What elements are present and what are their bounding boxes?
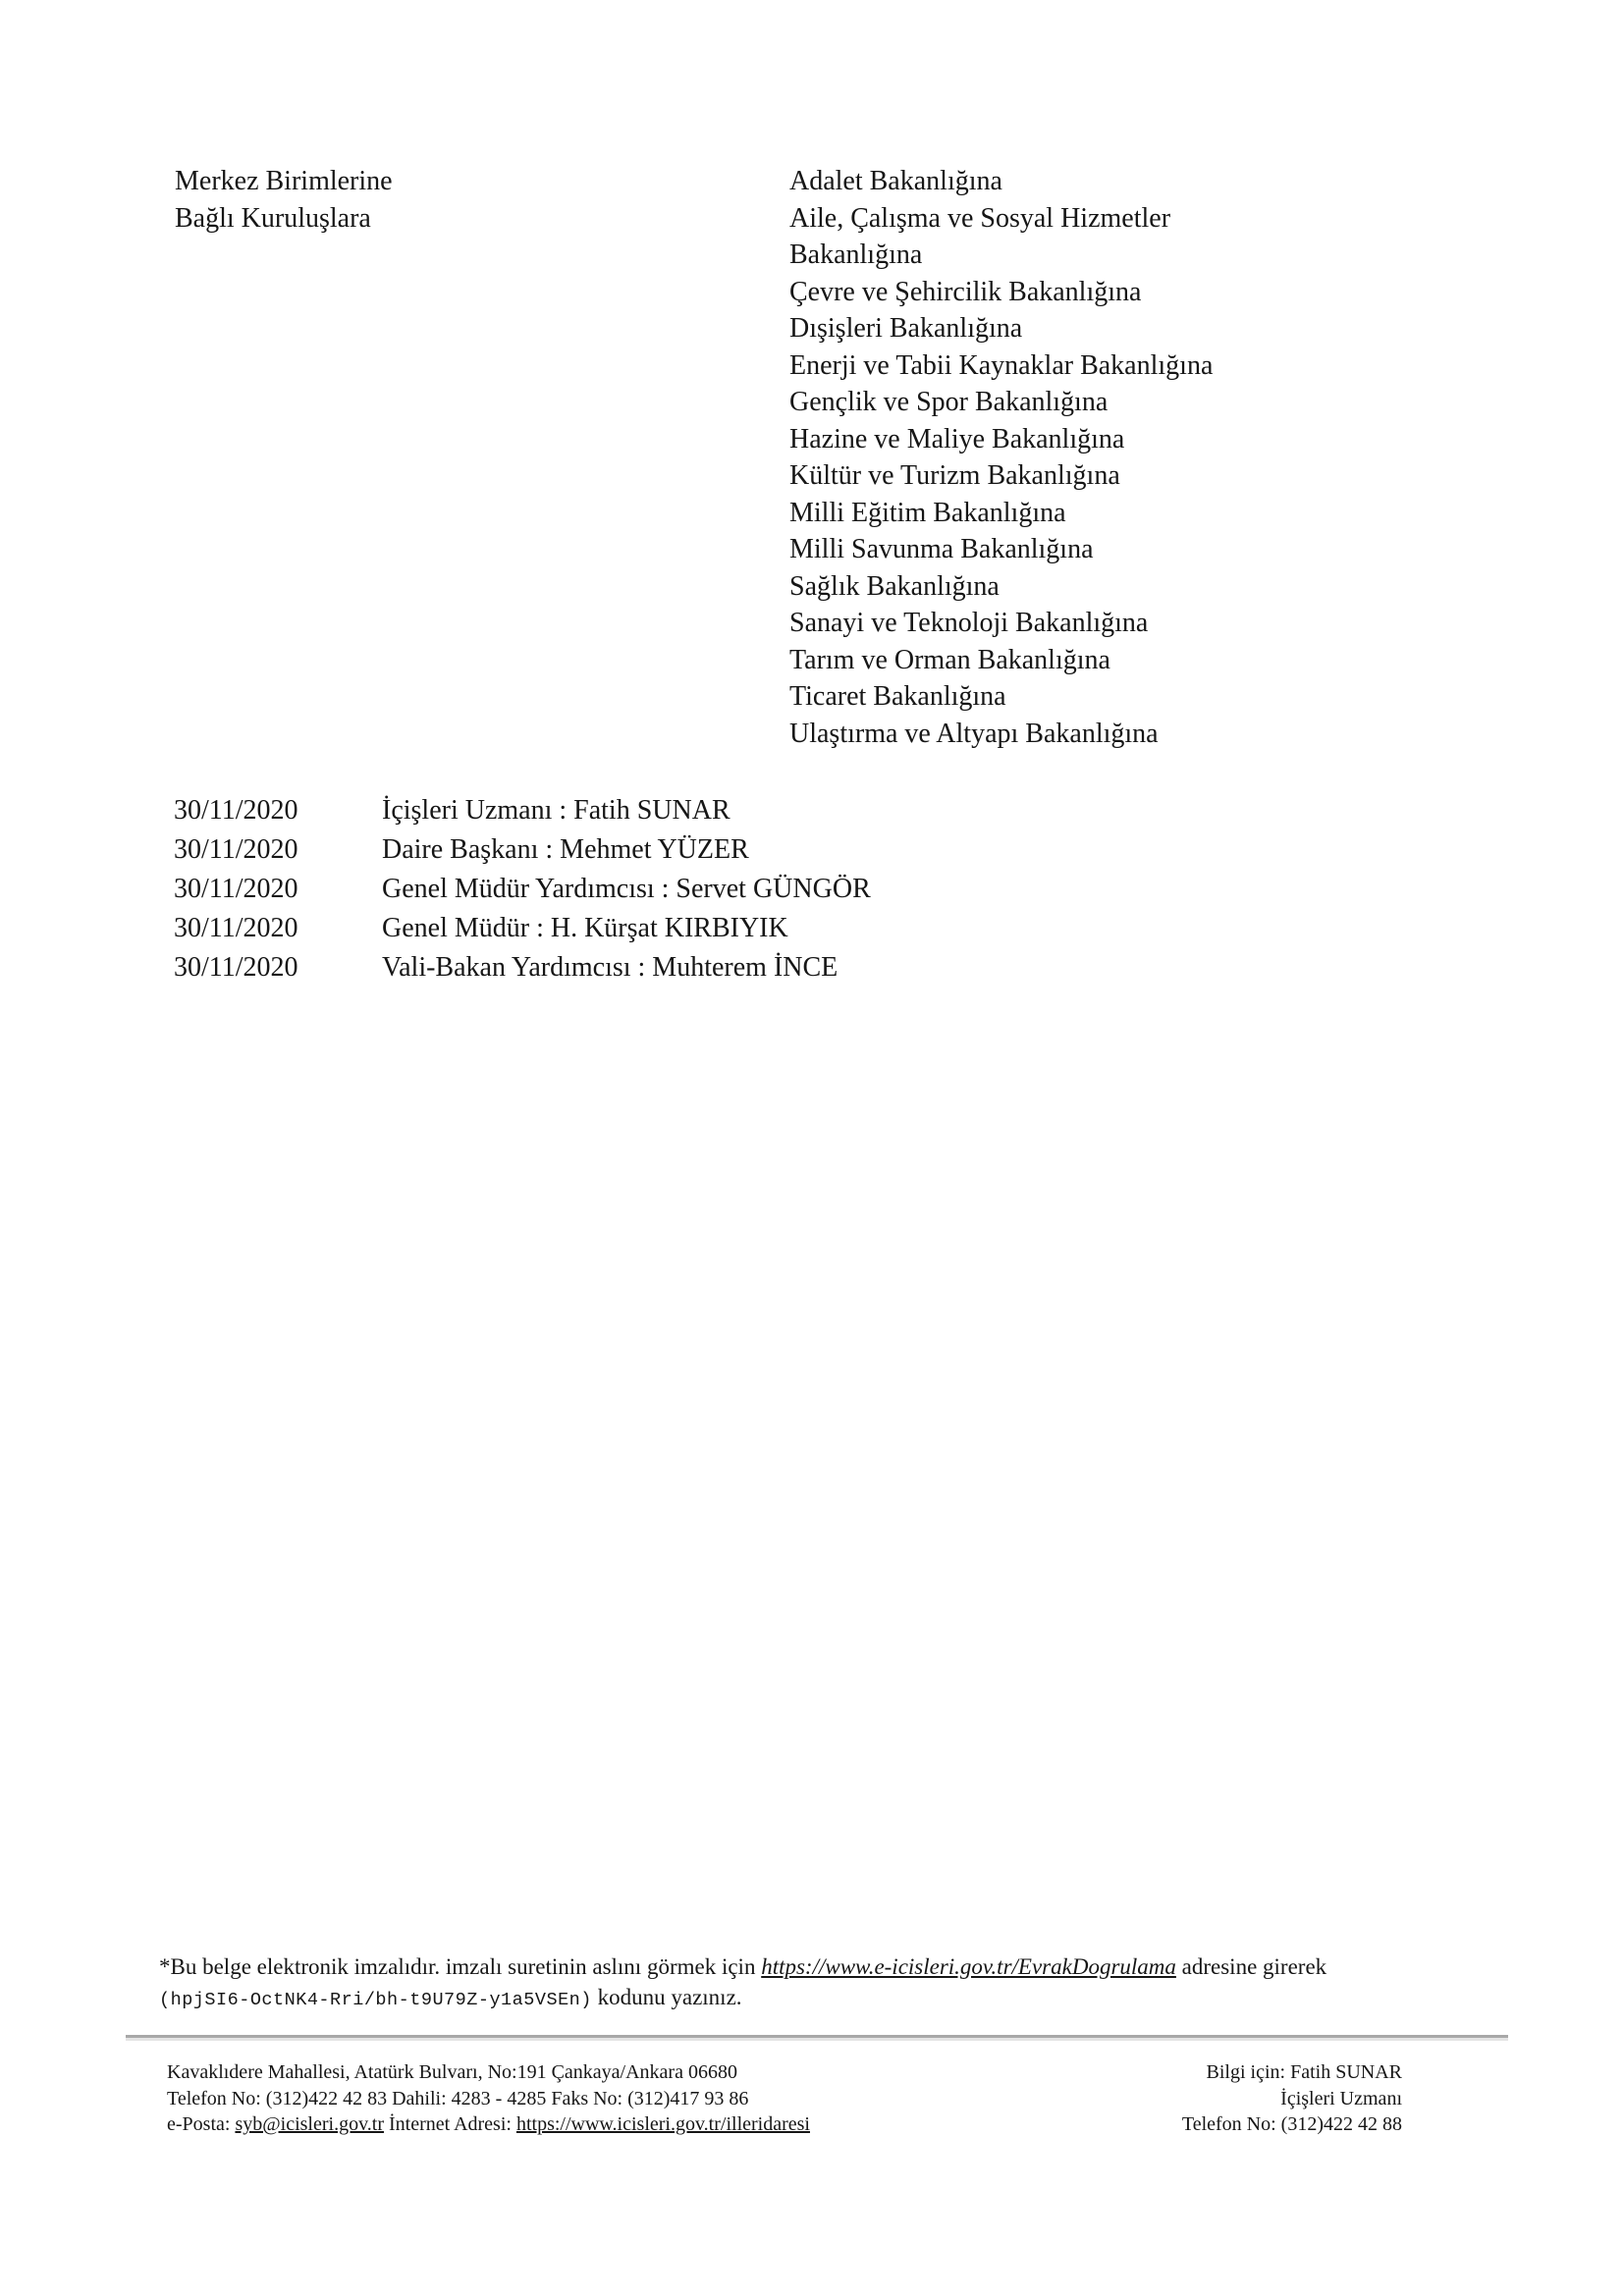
ministry-item: Kültür ve Turizm Bakanlığına <box>789 460 1120 491</box>
ministry-item: Adalet Bakanlığına <box>789 166 1002 196</box>
ministry-item: Milli Savunma Bakanlığına <box>789 534 1094 564</box>
contact-name: Bilgi için: Fatih SUNAR <box>1206 2061 1402 2083</box>
footer-address-block <box>167 2059 810 2138</box>
recipient-group-label: Merkez Birimlerine <box>175 166 393 196</box>
evrak-dogrulama-link[interactable]: https://www.e-icisleri.gov.tr/EvrakDogrulama <box>761 1954 1176 1979</box>
footer-address-line: Kavaklıdere Mahallesi, Atatürk Bulvarı, No:191 Çankaya/Ankara 06680 <box>167 2061 737 2083</box>
ministry-item: Enerji ve Tabii Kaynaklar Bakanlığına <box>789 349 1214 381</box>
signature-row <box>174 909 871 948</box>
signature-row <box>174 791 871 830</box>
signature-date: 30/11/2020 <box>174 874 298 904</box>
ministry-item: Milli Eğitim Bakanlığına <box>789 497 1066 528</box>
ministry-item: Ticaret Bakanlığına <box>789 681 1006 712</box>
ministry-item: Ulaştırma ve Altyapı Bakanlığına <box>789 718 1159 749</box>
signature-entry: Genel Müdür : H. Kürşat KIRBIYIK <box>382 913 788 943</box>
signature-entry: Genel Müdür Yardımcısı : Servet GÜNGÖR <box>382 874 871 904</box>
ministry-item: Aile, Çalışma ve Sosyal Hizmetler Bakanlığına <box>789 202 1171 270</box>
signature-row <box>174 948 871 988</box>
verification-code: (hpjSI6-OctNK4-Rri/bh-t9U79Z-y1a5VSEn) <box>159 1990 592 2010</box>
recipients-left-block <box>175 163 393 237</box>
footer-divider <box>126 2035 1508 2041</box>
footer-phone-line: Telefon No: (312)422 42 83 Dahili: 4283 - 4285 Faks No: (312)417 93 86 <box>167 2087 749 2109</box>
signature-entry: İçişleri Uzmanı : Fatih SUNAR <box>382 795 730 826</box>
signature-date: 30/11/2020 <box>174 795 298 826</box>
ministry-item: Dışişleri Bakanlığına <box>789 313 1023 344</box>
signature-entry: Vali-Bakan Yardımcısı : Muhterem İNCE <box>382 952 839 983</box>
contact-title: İçişleri Uzmanı <box>1280 2087 1402 2109</box>
email-label: e-Posta: <box>167 2113 236 2135</box>
ministry-item: Sanayi ve Teknoloji Bakanlığına <box>789 608 1149 638</box>
ministry-item: Çevre ve Şehircilik Bakanlığına <box>789 276 1142 307</box>
footnote-text: *Bu belge elektronik imzalıdır. imzalı suretinin aslını görmek için <box>159 1954 762 1979</box>
footnote-text: kodunu yazınız. <box>591 1985 742 2009</box>
footer-links-line <box>167 2111 810 2138</box>
ministry-item: Tarım ve Orman Bakanlığına <box>789 644 1110 675</box>
web-label: İnternet Adresi: <box>383 2113 516 2135</box>
signature-date: 30/11/2020 <box>174 952 298 983</box>
signature-block <box>174 791 871 988</box>
footnote-text: adresine girerek <box>1175 1954 1327 1979</box>
signature-row <box>174 870 871 909</box>
website-link[interactable]: https://www.icisleri.gov.tr/illeridaresi <box>515 2113 810 2135</box>
footer-contact-block <box>1182 2059 1402 2138</box>
ministry-item: Hazine ve Maliye Bakanlığına <box>789 423 1125 454</box>
esignature-footnote <box>159 1951 1406 2015</box>
ministry-item: Gençlik ve Spor Bakanlığına <box>789 387 1109 417</box>
email-link[interactable]: syb@icisleri.gov.tr <box>235 2113 384 2135</box>
recipient-group-label: Bağlı Kuruluşlara <box>175 202 371 234</box>
signature-date: 30/11/2020 <box>174 834 298 865</box>
signature-row <box>174 830 871 870</box>
ministry-item: Sağlık Bakanlığına <box>789 570 1000 602</box>
signature-date: 30/11/2020 <box>174 913 298 943</box>
signature-entry: Daire Başkanı : Mehmet YÜZER <box>382 834 749 865</box>
ministries-list <box>789 163 1285 752</box>
contact-phone: Telefon No: (312)422 42 88 <box>1181 2113 1402 2135</box>
